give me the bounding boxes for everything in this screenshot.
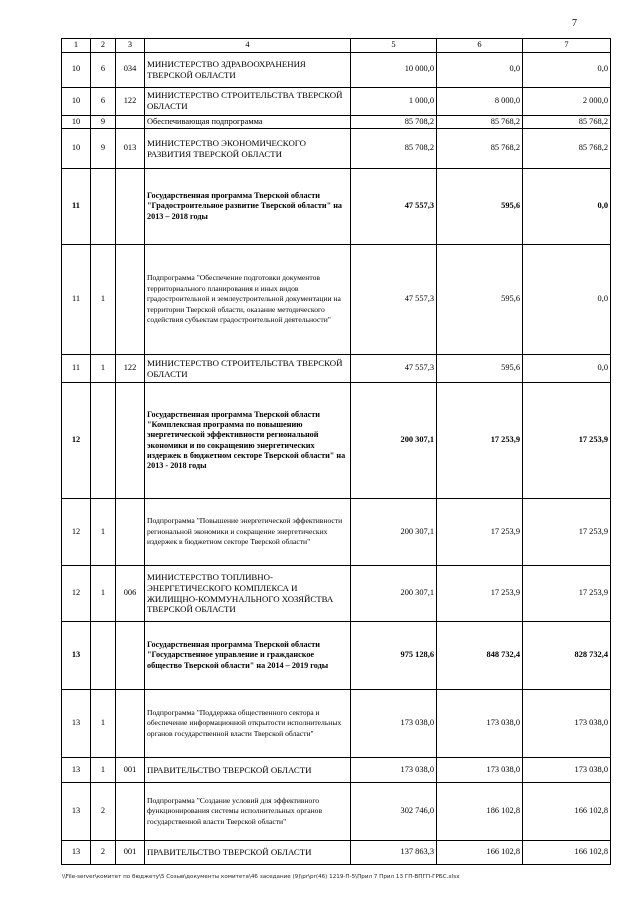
value-col5: 85 708,2 xyxy=(351,115,437,129)
value-col6: 8 000,0 xyxy=(437,87,523,115)
value-col6: 595,6 xyxy=(437,355,523,383)
table-row xyxy=(62,52,611,87)
program-code: 11 xyxy=(62,245,91,355)
row-name: Подпрограмма "Обеспечение подготовки документов территориального планирования и иных видов градостроительной и землеустроительной документации на территории Тверской области, оказание методического содействия субъектам градостроительной деятельности" xyxy=(145,245,351,355)
admin-code: 034 xyxy=(116,52,145,87)
header-cell: 5 xyxy=(351,39,437,53)
program-code: 12 xyxy=(62,566,91,622)
table-row xyxy=(62,566,611,622)
value-col5: 200 307,1 xyxy=(351,383,437,499)
value-col7: 2 000,0 xyxy=(523,87,611,115)
admin-code xyxy=(116,115,145,129)
page-number: 7 xyxy=(572,18,577,29)
budget-table xyxy=(61,38,611,865)
subprogram-code: 1 xyxy=(91,566,116,622)
value-col7: 173 038,0 xyxy=(523,758,611,783)
table-row xyxy=(62,783,611,841)
admin-code xyxy=(116,245,145,355)
program-code: 13 xyxy=(62,783,91,841)
value-col7: 17 253,9 xyxy=(523,499,611,566)
program-code: 10 xyxy=(62,129,91,169)
table-row xyxy=(62,355,611,383)
program-code: 13 xyxy=(62,841,91,865)
program-code: 11 xyxy=(62,169,91,245)
subprogram-code: 1 xyxy=(91,245,116,355)
subprogram-code: 2 xyxy=(91,841,116,865)
subprogram-code: 6 xyxy=(91,52,116,87)
subprogram-code: 9 xyxy=(91,115,116,129)
value-col7: 85 768,2 xyxy=(523,129,611,169)
table-row xyxy=(62,383,611,499)
row-name: Подпрограмма "Поддержка общественного сектора и обеспечение информационной открытости исполнительных органов государственной власти Тверской области" xyxy=(145,690,351,758)
header-cell: 2 xyxy=(91,39,116,53)
value-col5: 10 000,0 xyxy=(351,52,437,87)
subprogram-code: 2 xyxy=(91,783,116,841)
admin-code xyxy=(116,499,145,566)
program-code: 13 xyxy=(62,758,91,783)
admin-code: 001 xyxy=(116,758,145,783)
header-cell: 4 xyxy=(145,39,351,53)
table-row xyxy=(62,169,611,245)
program-code: 11 xyxy=(62,355,91,383)
value-col7: 85 768,2 xyxy=(523,115,611,129)
value-col5: 47 557,3 xyxy=(351,355,437,383)
header-cell: 6 xyxy=(437,39,523,53)
program-code: 10 xyxy=(62,52,91,87)
value-col6: 0,0 xyxy=(437,52,523,87)
row-name: МИНИСТЕРСТВО ЗДРАВООХРАНЕНИЯ ТВЕРСКОЙ ОБЛАСТИ xyxy=(145,52,351,87)
subprogram-code: 6 xyxy=(91,87,116,115)
value-col6: 85 768,2 xyxy=(437,129,523,169)
program-code: 12 xyxy=(62,499,91,566)
table-row xyxy=(62,129,611,169)
row-name: Обеспечивающая подпрограмма xyxy=(145,115,351,129)
subprogram-code: 1 xyxy=(91,499,116,566)
table-row xyxy=(62,690,611,758)
table-row xyxy=(62,87,611,115)
admin-code xyxy=(116,169,145,245)
admin-code: 122 xyxy=(116,355,145,383)
value-col7: 166 102,8 xyxy=(523,841,611,865)
admin-code xyxy=(116,690,145,758)
value-col6: 17 253,9 xyxy=(437,499,523,566)
value-col5: 1 000,0 xyxy=(351,87,437,115)
row-name: Государственная программа Тверской области "Комплексная программа по повышению энергетической эффективности региональной экономики и по сокращению энергетических издержек в бюджетном секторе Тверской области" на 2013 - 2018 годы xyxy=(145,383,351,499)
row-name: МИНИСТЕРСТВО ЭКОНОМИЧЕСКОГО РАЗВИТИЯ ТВЕРСКОЙ ОБЛАСТИ xyxy=(145,129,351,169)
admin-code: 006 xyxy=(116,566,145,622)
value-col6: 186 102,8 xyxy=(437,783,523,841)
table-row xyxy=(62,245,611,355)
table-row xyxy=(62,622,611,690)
value-col6: 173 038,0 xyxy=(437,758,523,783)
table-row xyxy=(62,499,611,566)
subprogram-code: 1 xyxy=(91,690,116,758)
subprogram-code: 1 xyxy=(91,355,116,383)
admin-code: 122 xyxy=(116,87,145,115)
value-col7: 0,0 xyxy=(523,52,611,87)
subprogram-code xyxy=(91,622,116,690)
value-col7: 173 038,0 xyxy=(523,690,611,758)
program-code: 10 xyxy=(62,115,91,129)
header-cell: 3 xyxy=(116,39,145,53)
value-col5: 200 307,1 xyxy=(351,566,437,622)
row-name: ПРАВИТЕЛЬСТВО ТВЕРСКОЙ ОБЛАСТИ xyxy=(145,758,351,783)
value-col5: 137 863,3 xyxy=(351,841,437,865)
row-name: МИНИСТЕРСТВО СТРОИТЕЛЬСТВА ТВЕРСКОЙ ОБЛАСТИ xyxy=(145,87,351,115)
subprogram-code: 9 xyxy=(91,129,116,169)
value-col6: 85 768,2 xyxy=(437,115,523,129)
admin-code: 013 xyxy=(116,129,145,169)
value-col6: 17 253,9 xyxy=(437,566,523,622)
value-col6: 848 732,4 xyxy=(437,622,523,690)
row-name: МИНИСТЕРСТВО ТОПЛИВНО-ЭНЕРГЕТИЧЕСКОГО КОМПЛЕКСА И ЖИЛИЩНО-КОММУНАЛЬНОГО ХОЗЯЙСТВА ТВЕРСКОЙ ОБЛАСТИ xyxy=(145,566,351,622)
value-col7: 17 253,9 xyxy=(523,383,611,499)
value-col5: 302 746,0 xyxy=(351,783,437,841)
row-name: ПРАВИТЕЛЬСТВО ТВЕРСКОЙ ОБЛАСТИ xyxy=(145,841,351,865)
value-col5: 975 128,6 xyxy=(351,622,437,690)
admin-code xyxy=(116,383,145,499)
value-col7: 0,0 xyxy=(523,355,611,383)
admin-code: 001 xyxy=(116,841,145,865)
program-code: 12 xyxy=(62,383,91,499)
admin-code xyxy=(116,783,145,841)
row-name: Подпрограмма "Создание условий для эффективного функционирования системы исполнительных органов государственной власти Тверской области" xyxy=(145,783,351,841)
value-col5: 47 557,3 xyxy=(351,169,437,245)
row-name: Государственная программа Тверской области "Градостроительное развитие Тверской области" на 2013 – 2018 годы xyxy=(145,169,351,245)
program-code: 10 xyxy=(62,87,91,115)
table-header-row xyxy=(62,39,611,53)
value-col5: 200 307,1 xyxy=(351,499,437,566)
value-col7: 166 102,8 xyxy=(523,783,611,841)
row-name: МИНИСТЕРСТВО СТРОИТЕЛЬСТВА ТВЕРСКОЙ ОБЛАСТИ xyxy=(145,355,351,383)
value-col6: 173 038,0 xyxy=(437,690,523,758)
value-col5: 173 038,0 xyxy=(351,758,437,783)
row-name: Подпрограмма "Повышение энергетической эффективности региональной экономики и сокращение энергетических издержек в бюджетном секторе Тверской области" xyxy=(145,499,351,566)
admin-code xyxy=(116,622,145,690)
value-col6: 595,6 xyxy=(437,245,523,355)
value-col5: 47 557,3 xyxy=(351,245,437,355)
value-col5: 173 038,0 xyxy=(351,690,437,758)
value-col5: 85 708,2 xyxy=(351,129,437,169)
table-row xyxy=(62,115,611,129)
table-row xyxy=(62,841,611,865)
header-cell: 7 xyxy=(523,39,611,53)
header-cell: 1 xyxy=(62,39,91,53)
table-row xyxy=(62,758,611,783)
value-col7: 17 253,9 xyxy=(523,566,611,622)
value-col6: 166 102,8 xyxy=(437,841,523,865)
value-col7: 828 732,4 xyxy=(523,622,611,690)
value-col7: 0,0 xyxy=(523,169,611,245)
subprogram-code xyxy=(91,383,116,499)
file-path-footer: \\File-server\комитет по бюджету\5 Созыв\документы комитета\46 заседание (9)\pr\pr(46) 1219-П-5\Прил 7 Прил 13 ГП-ВПГП-ГРБС.xlsx xyxy=(62,874,460,880)
row-name: Государственная программа Тверской области "Государственное управление и гражданское общество Тверской области" на 2014 – 2019 годы xyxy=(145,622,351,690)
subprogram-code: 1 xyxy=(91,758,116,783)
program-code: 13 xyxy=(62,622,91,690)
value-col7: 0,0 xyxy=(523,245,611,355)
value-col6: 595,6 xyxy=(437,169,523,245)
program-code: 13 xyxy=(62,690,91,758)
value-col6: 17 253,9 xyxy=(437,383,523,499)
subprogram-code xyxy=(91,169,116,245)
